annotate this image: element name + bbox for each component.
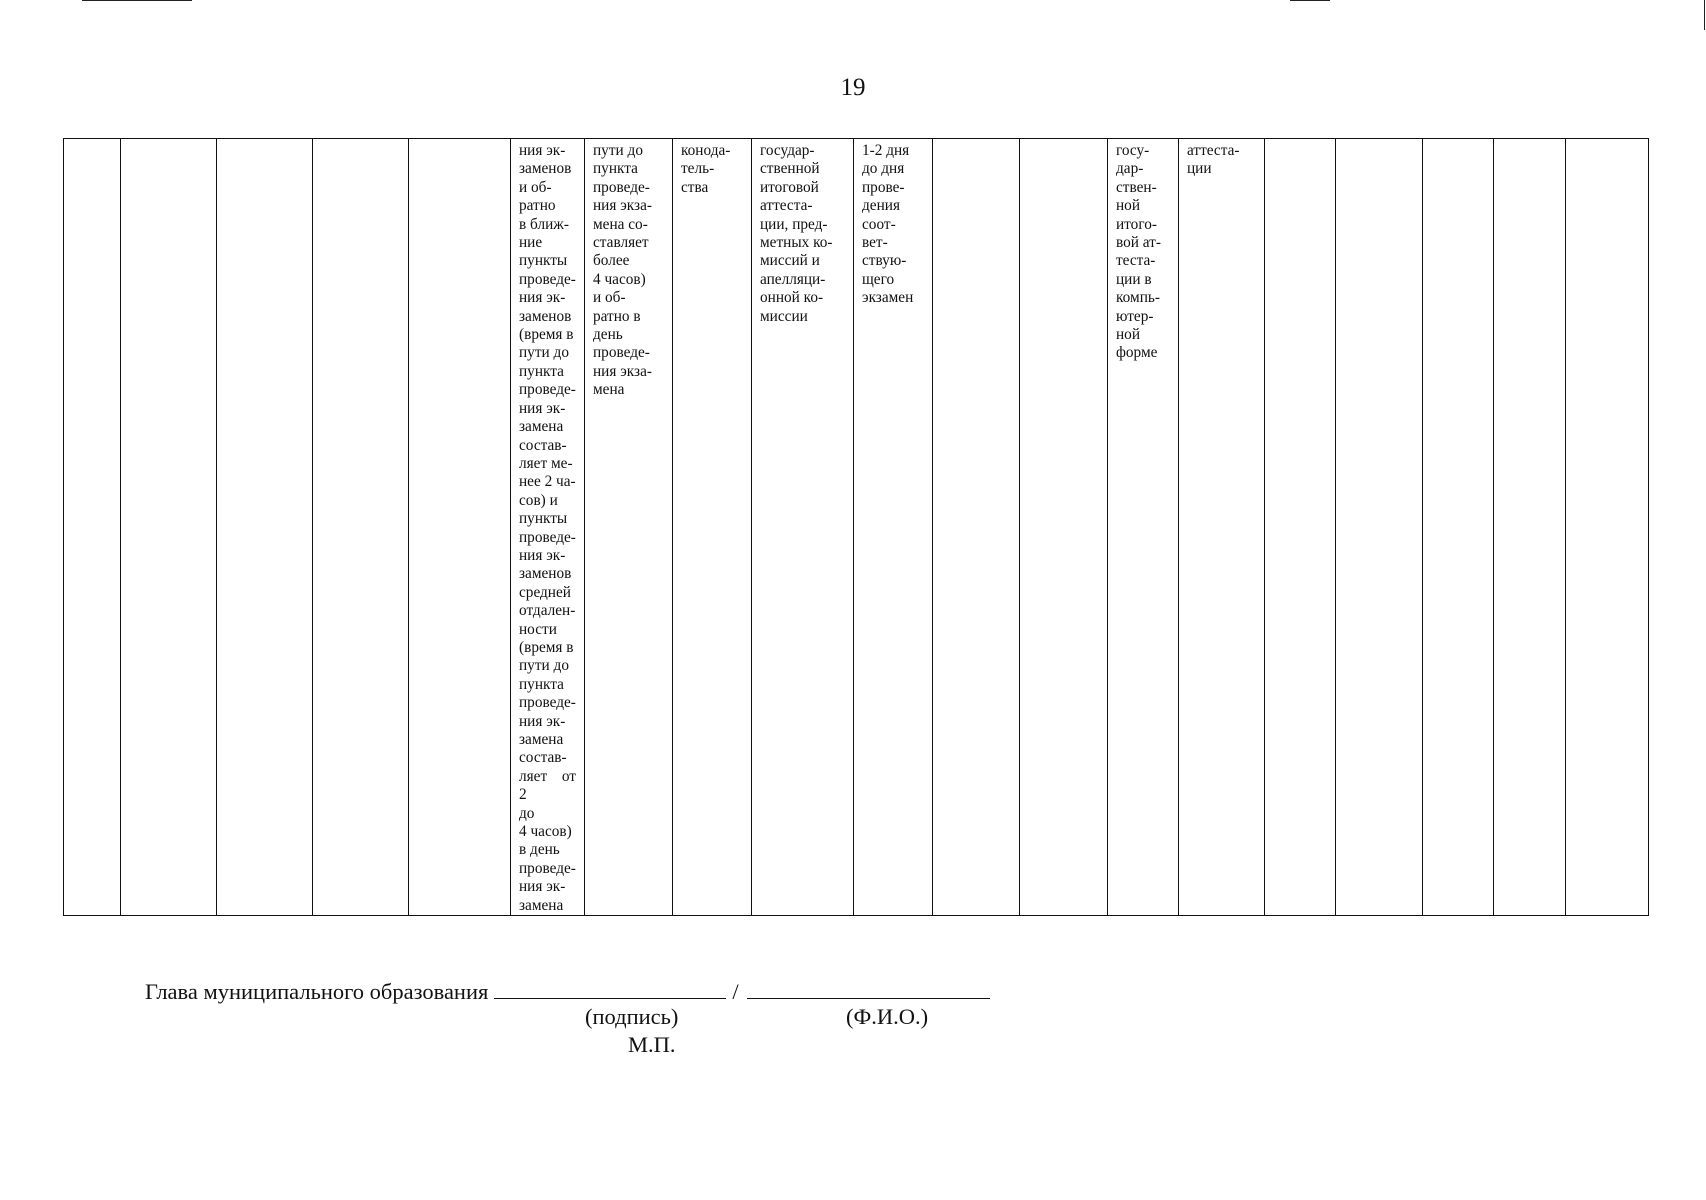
stamp-caption: М.П. <box>628 1032 676 1057</box>
table-cell-col-12 <box>1020 139 1108 916</box>
table-cell-col-8: конода- тель- ства <box>673 139 752 916</box>
scan-edge-right <box>1704 0 1705 30</box>
signature-caption: (подпись) <box>585 1004 679 1029</box>
table-cell-col-19 <box>1566 139 1649 916</box>
table-cell-col-3 <box>217 139 313 916</box>
table-cell-col-14: аттеста- ции <box>1179 139 1265 916</box>
table-cell-col-16 <box>1336 139 1423 916</box>
table-cell-col-6: ния эк- заменов и об- ратно в ближ- ние пункты проведе- ния эк- заменов (время в пути до пункта проведе- ния эк- замена состав- ляет ме- нее 2 ча- сов) и пункты проведе- ния эк- заменов средней отдален- ности (время в пути до пункта проведе- ния эк- замена состав- ляет от 2 до 4 часов) в день проведе- ния эк- замена <box>511 139 585 916</box>
table-cell-col-5 <box>409 139 511 916</box>
signature-separator: / <box>732 979 739 1004</box>
signature-label: Глава муниципального образования <box>145 979 489 1004</box>
table-cell-col-18 <box>1494 139 1566 916</box>
scan-edge-top-left <box>82 0 192 1</box>
table-cell-col-11 <box>933 139 1020 916</box>
table-cell-col-4 <box>313 139 409 916</box>
table-cell-col-1 <box>64 139 121 916</box>
table-row <box>64 139 1649 916</box>
table-cell-col-17 <box>1423 139 1494 916</box>
signature-line <box>494 976 726 999</box>
name-line <box>747 976 990 999</box>
signature-block <box>145 976 990 1005</box>
data-table <box>63 138 1649 916</box>
table-cell-col-10: 1-2 дня до дня прове- дения соот- вет- ствую- щего экзамен <box>854 139 933 916</box>
table-cell-col-2 <box>121 139 217 916</box>
table-cell-col-13: госу- дар- ствен- ной итого- вой ат- теста- ции в компь- ютер- ной форме <box>1108 139 1179 916</box>
scan-edge-top-right <box>1290 0 1330 1</box>
name-caption: (Ф.И.О.) <box>846 1004 929 1029</box>
table-cell-col-15 <box>1265 139 1336 916</box>
table-cell-col-7: пути до пункта проведе- ния экза- мена со- ставляет более 4 часов) и об- ратно в день проведе- ния экза- мена <box>585 139 673 916</box>
page-number: 19 <box>840 74 866 101</box>
table-cell-col-9: государ- ственной итоговой аттеста- ции, пред- метных ко- миссий и апелляци- онной ко- миссии <box>752 139 854 916</box>
